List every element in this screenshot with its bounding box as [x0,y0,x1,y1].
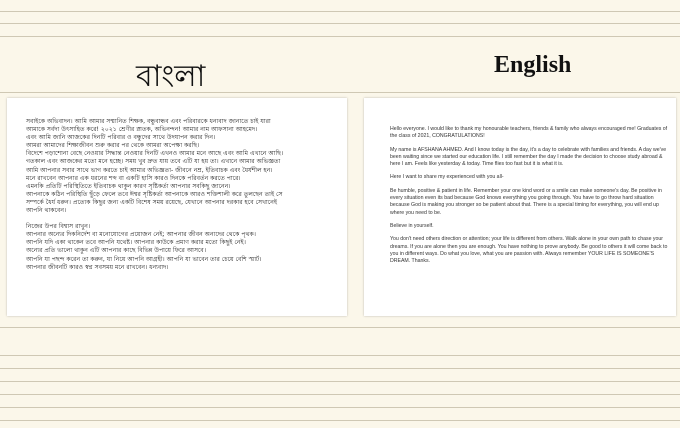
english-paragraph: My name is AFSHANA AHMED. And I know today is the day, it's a day to celebrate with families and friends. A day we've been waiting since we started our education life. I still remember the day I made the decision to choose study abroad & here I am. Feels like yesterday & today. Time flies too fast but it is what it is. [390,146,667,168]
bangla-line: গতকাল এবং আজকের মতো মনে হচ্ছে। সময় খুব দ্রুত যায় তবে এটি যা হয় তা। এখানে আমার অভিজ্ঞতা [26,158,281,166]
bangla-line: নিজের উপর বিশ্বাস রাখুন। [26,223,91,231]
rule-line-1 [0,11,680,12]
bangla-heading: বাংলা [136,59,206,94]
english-paragraph: Here I want to share my experienced with you all- [390,174,504,181]
bangla-document-text [26,118,338,272]
rule-line-5 [0,327,680,328]
rule-line-11 [0,420,680,421]
rule-line-7 [0,368,680,369]
bangla-line: আপনি থাকবেন। [26,207,67,215]
english-paragraph: Believe in yourself. [390,222,434,229]
bangla-line: মনে রাখবেন আপনার এক ধরনের শব্দ বা একটি হাসি কারও দিনকে পরিবর্তন করতে পারে। [26,174,241,182]
rule-line-10 [0,407,680,408]
rule-line-6 [0,355,680,356]
english-paragraph: You don't need others direction or attention; your life is different from others. Walk alone in your own path to chase your dreams. If you are alone then you are enough. You have nothing to prove anybody. Be good to others it will come back to you in different ways. Do what you love, what you are passion with. Always remember YOUR LIFE IS SOMEONE'S DREAM. Thanks. [390,236,668,265]
rule-line-4 [0,92,680,93]
bangla-line: আপনার অন্যের দিকনির্দেশ বা মনোযোগের প্রয়োজন নেই; আপনার জীবন অন্যদের থেকে পৃথক। [26,231,256,239]
bangla-line: সবাইকে অভিবাদন। আমি আমার সম্মানিত শিক্ষক, বন্ধুবান্ধব এবং পরিবারকে ধন্যবাদ জানাতে চাই যারা [26,118,271,125]
bangla-line: এবং আমি জানি আজকের দিনটি পরিবার ও বন্ধুদের সাথে উদযাপন করার দিন। [26,134,216,142]
rule-line-9 [0,394,680,395]
bangla-line: আপনার জীবনটি কারও স্বপ্ন সবসময় মনে রাখবেন। ধন্যবাদ। [26,263,169,271]
english-document-text [390,126,672,271]
bangla-line: আপনি যদি একা থাকেন তবে আপনি যথেষ্ট। আপনার কাউকে প্রমাণ করার মতো কিছুই নেই। [26,239,246,247]
bangla-line: আমরা আমাদের শিক্ষাজীবন শুরু করার পর থেকে আমরা অপেক্ষা করছি। [26,142,200,150]
bangla-line: আমি আপনার সবার সাথে ভাগ করতে চাই আমার অভিজ্ঞতা- জীবনে নম্র, ইতিবাচক এবং ধৈর্যশীল হন। [26,166,273,174]
bangla-line: এমনকি প্রতিটি পরিস্থিতিতে ইতিবাচক থাকুন কারণ সৃষ্টিকর্তা আপনার সবকিছু জানেন। [26,182,231,190]
english-paragraph: Hello everyone. I would like to thank my honourable teachers, friends & family who always encouraged me! Graduates of the class of 2021, CONGRATULATIONS! [390,126,668,140]
bangla-line: আমাকে সর্বদা উৎসাহিত করে! ২০২১ শ্রেণীর স্নাতক, অভিনন্দন! আমার নাম আফসানা আহমেদ। [26,126,258,134]
bangla-line: সম্পর্কে ধৈর্য ধরুন। প্রত্যেক কিছুর জন্য একটি বিশেষ সময় রয়েছে, যেখানে আপনার দরকার হবে সেখানেই [26,198,278,206]
rule-line-3 [0,36,680,37]
english-paragraph: Be humble, positive & patient in life. Remember your one kind word or a smile can make someone's day. Be positive in every situation even its bad because God knows everything you going through. You have to go throw hard situation because God is making you stronger so be patient about that. There is a special timing for everything, you will end up where you need to be. [390,187,662,216]
bangla-line: বিদেশে পড়াশোনা বেছে নেওয়ার সিদ্ধান্ত নেওয়ার দিনটি এখনও আমার মনে আছে এবং আমি এখানে আছি। [26,150,284,158]
bangla-line: আপনি যা পছন্দ করেন তা করুন, যা নিয়ে আপনি আগ্রহী। আপনি যা ভাবেন তার চেয়ে বেশি স্মার্ট। [26,255,262,263]
rule-line-8 [0,381,680,382]
rule-line-2 [0,23,680,24]
bangla-line: অন্যের প্রতি ভালো থাকুন এটি আপনার কাছে বিভিন্ন উপায়ে ফিরে আসবে। [26,247,207,255]
bangla-line: আপনাকে কঠিন পরিস্থিতি ছুঁড়ে ফেলে তবে ঈশ্বর সৃষ্টিকর্তা আপনাকে আরও শক্তিশালী করে তুলছেন তাই সে [26,190,283,198]
english-heading: English [494,52,572,78]
